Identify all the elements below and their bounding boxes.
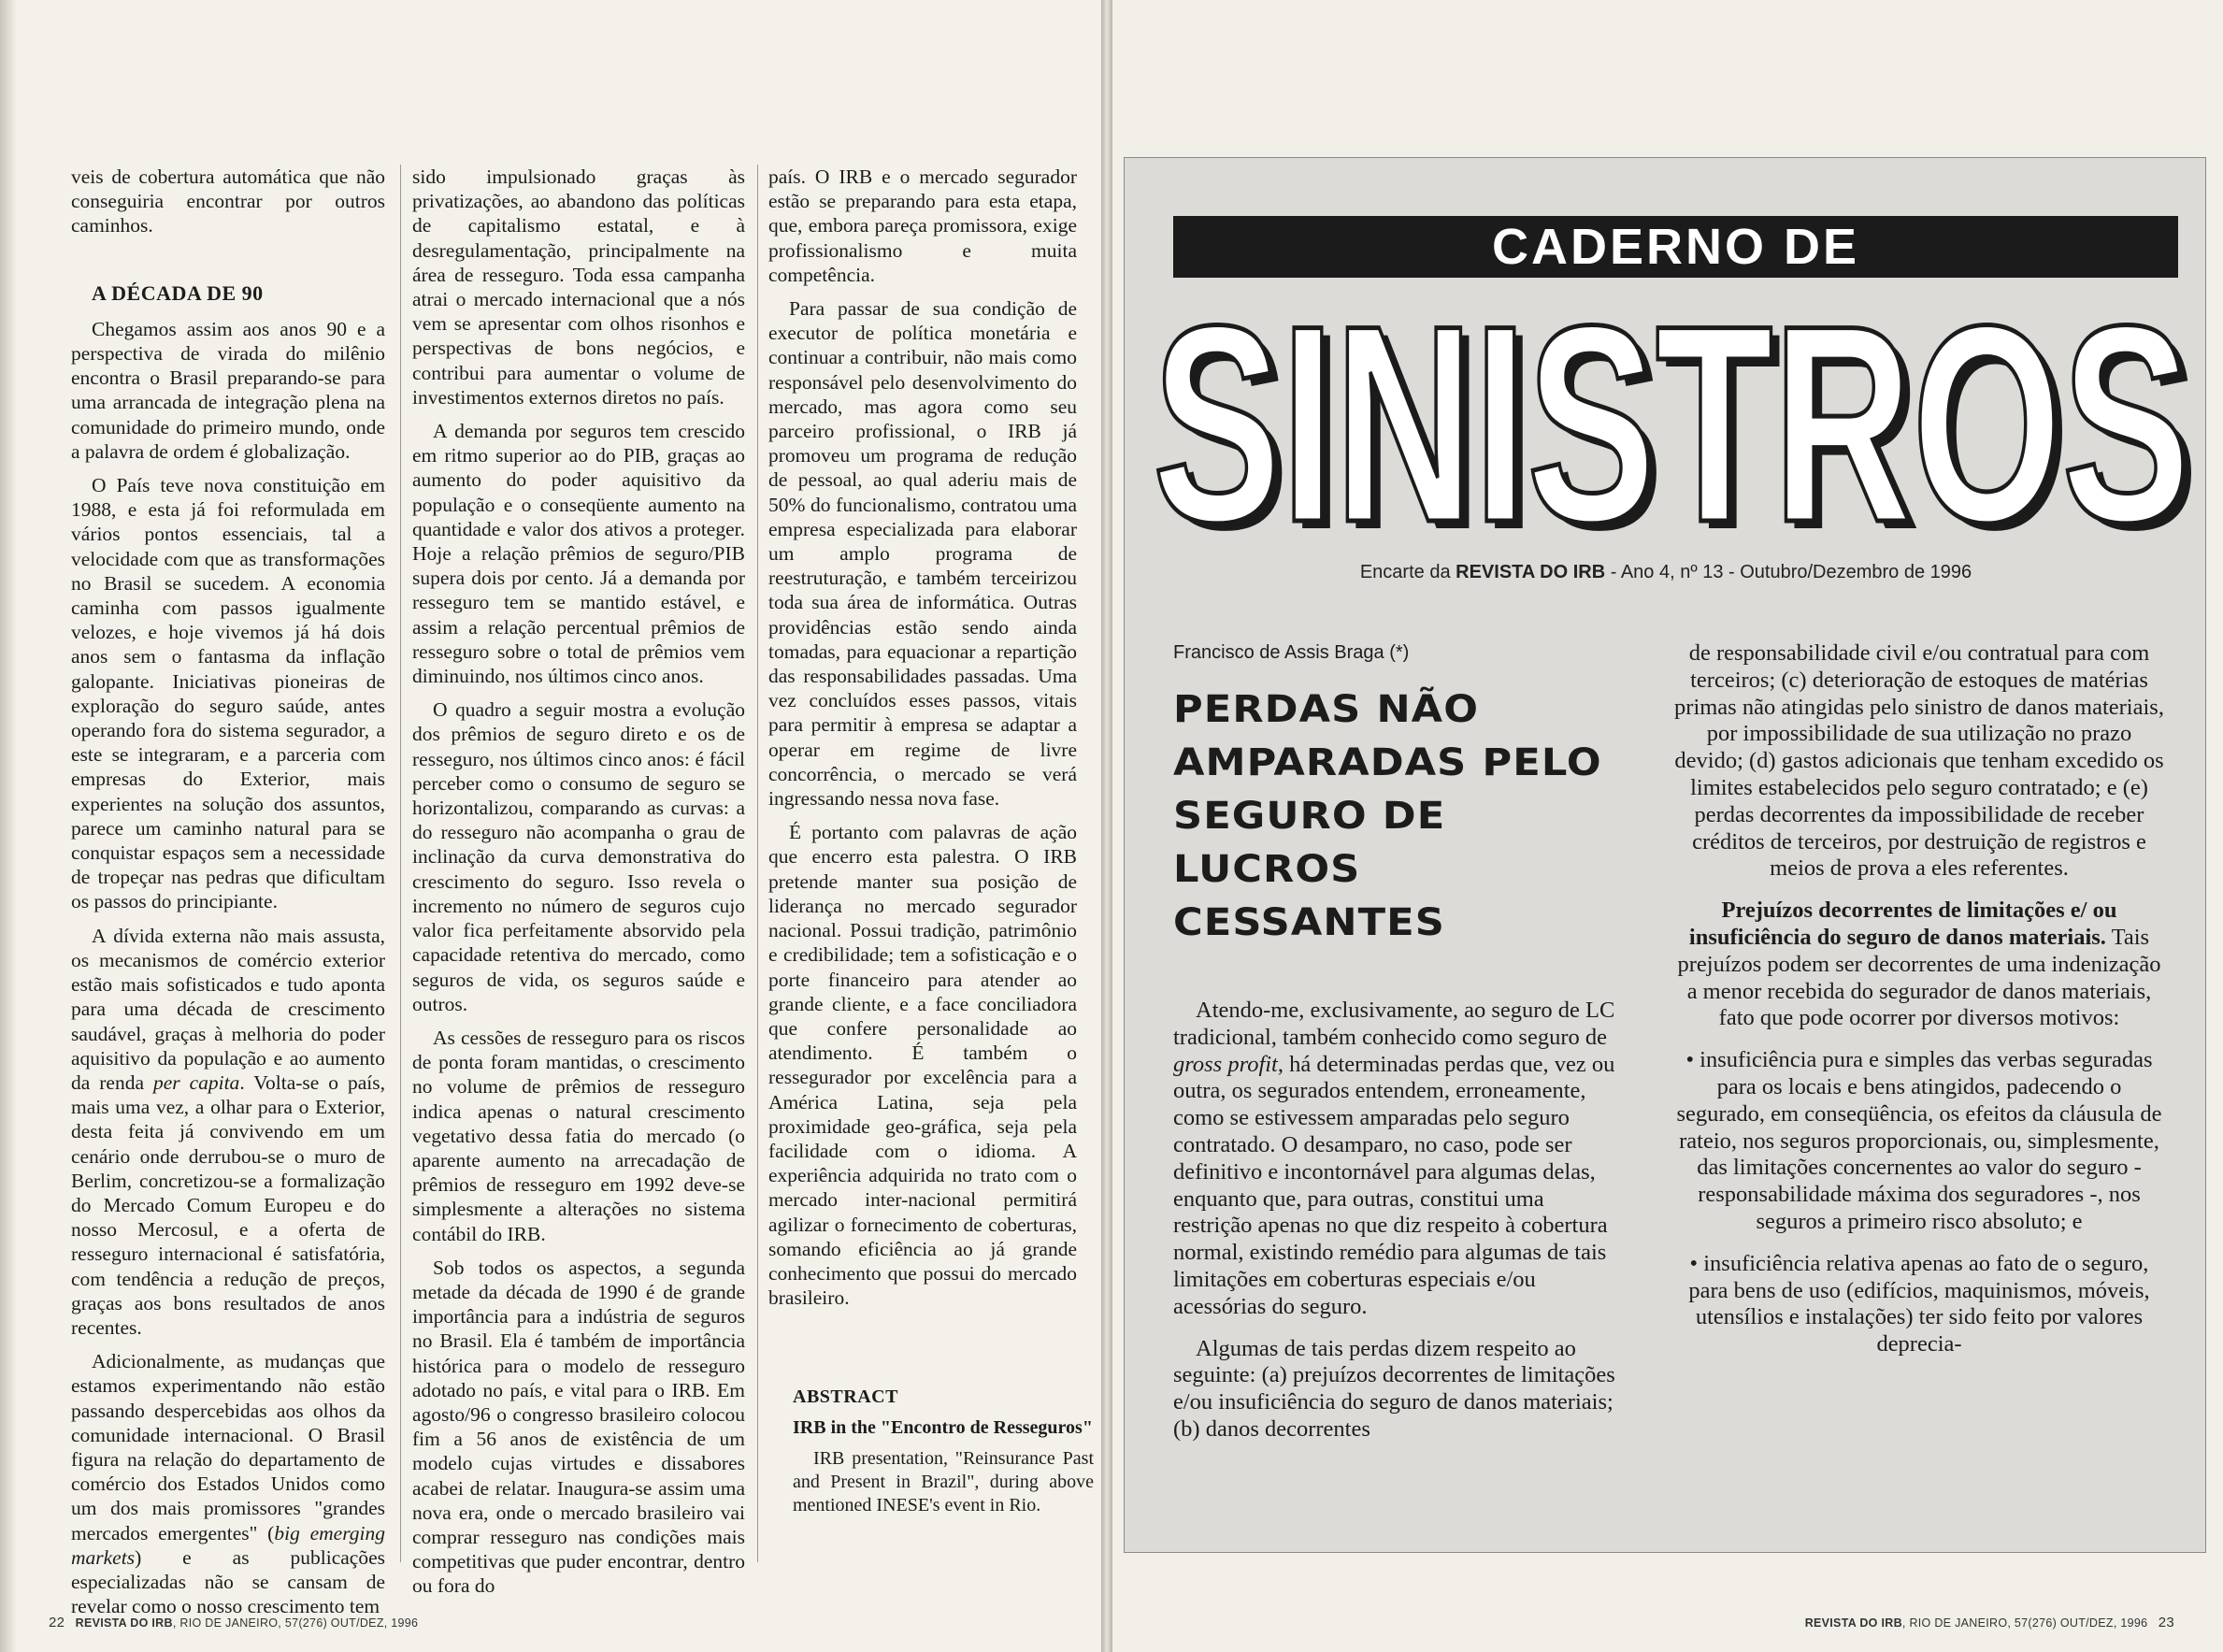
paragraph: O País teve nova constituição em 1988, e esta já foi reformulada em vários pontos essenciais, tal a velocidade com que as transformações no Brasil se sucedem. A economia caminha com passos igualmente velozes, e hoje vivemos já há dois anos sem o fantasma da inflação galopante. Iniciativas pioneiras de exploração do seguro saúde, antes operando fora do sistema segurador, a este se integraram, e a parceria com empresas do Exterior, mais experientes na solução dos assuntos, parece um caminho natural para se conquistar espaços sem a necessidade de tropeçar nas pedras que dificultam os passos do principiante. bbox=[71, 474, 385, 913]
paragraph: As cessões de resseguro para os riscos de ponta foram mantidas, o crescimento no volume de prêmios de resseguro indica apenas o natural crescimento vegetativo dessa fatia do mercado (o aparente aumento na arrecadação de prêmios de resseguro em 1992 deve-se simplesmente a alterações no sistema contábil do IRB. bbox=[412, 1026, 745, 1245]
insert-box bbox=[1124, 157, 2206, 1553]
text-run: ) e as publicações especializadas não se cansam de revelar como o nosso crescimento tem bbox=[71, 1545, 385, 1618]
magazine-name: REVISTA DO IRB bbox=[1804, 1616, 1902, 1630]
paragraph: A demanda por seguros tem crescido em ritmo superior ao do PIB, graças ao aumento do poder aquisitivo da população e o conseqüente aumento na quantidade e valor dos ativos a proteger. Hoje a relação prêmios de seguro/PIB supera dois por cento. Já a demanda por resseguro tem se mantido estável, e assim a relação percentual prêmios de resseguro sobre o total de prêmios vem diminuindo, nos últimos cinco anos. bbox=[412, 420, 745, 688]
paragraph: Para passar de sua condição de executor de política monetária e continuar a contribuir, não mais como responsável pelo desenvolvimento do mercado, mas agora como seu parceiro profissional, o IRB já promoveu um programa de redução de pessoal, ao qual aderiu mais de 50% do funcionalismo, contratou uma empresa especializada para elaborar um amplo programa de reestruturação, e também terceirizou toda sua área de informática. Outras providências estão sendo ainda tomadas, para equacionar a repartição das responsabilidades passadas. Uma vez concluídos esses passos, vitais para permitir à empresa se adaptar a operar em regime de livre concorrência, o mercado se verá ingressando nessa nova fase. bbox=[768, 297, 1077, 811]
author: Francisco de Assis Braga (*) bbox=[1173, 642, 1410, 663]
paragraph: sido impulsionado graças às privatizações, ao abandono das políticas de capitalismo estatal, e à desregulamentação, principalmente na área de resseguro. Toda essa campanha atrai o mercado internacional que a nós vem se apresentar com olhos risonhos e perspectivas de bons negócios, e contribui para aumentar o volume de investimentos externos diretos no país. bbox=[412, 165, 745, 409]
issue-details: , RIO DE JANEIRO, 57(276) OUT/DEZ, 1996 bbox=[172, 1616, 419, 1630]
left-column-3 bbox=[768, 165, 1077, 1310]
title-shadow: SINISTROS bbox=[1161, 285, 2199, 538]
paragraph: O quadro a seguir mostra a evolução dos prêmios de seguro direto e os de resseguro, nos últimos cinco anos: é fácil perceber como o consumo de seguro se horizontalizou, comparando as curvas: a do resseguro não acompanha o grau de inclinação da curva demonstrativa do crescimento do seguro. Isso revela o incremento no número de seguros cujo valor fica perfeitamente absorvido pela capacidade retentiva do mercado, como seguros de vida, os seguros saúde e outros. bbox=[412, 698, 745, 1015]
subtitle-post: - Ano 4, nº 13 - Outubro/Dezembro de 1996 bbox=[1605, 562, 1972, 582]
headline-line: LUCROS bbox=[1173, 848, 1361, 891]
page-number: 23 bbox=[2158, 1615, 2174, 1630]
abstract-body: IRB presentation, "Reinsurance Past and Present in Brazil", during above mentioned INESE's event in Rio. bbox=[793, 1448, 1094, 1516]
text-run: Atendo-me, exclusivamente, ao seguro de LC tradicional, também conhecido como seguro de bbox=[1173, 998, 1615, 1050]
headline-line: PERDAS NÃO bbox=[1173, 688, 1480, 731]
subtitle-magazine: REVISTA DO IRB bbox=[1456, 562, 1606, 582]
paragraph: Chegamos assim aos anos 90 e a perspectiva de virada do milênio encontra o Brasil preparando-se para uma arrancada de integração plena na comunidade do primeiro mundo, onde a palavra de ordem é globalização. bbox=[71, 317, 385, 463]
italic-run: per capita bbox=[152, 1070, 240, 1094]
magazine-name: REVISTA DO IRB bbox=[75, 1616, 173, 1630]
page-footer-left bbox=[49, 1615, 418, 1630]
insert-subtitle bbox=[1125, 562, 2207, 583]
bold-lead: Prejuízos decorrentes de limitações e/ ou insuficiência do seguro de danos materiais. bbox=[1688, 898, 2117, 950]
paragraph: país. O IRB e o mercado segurador estão se preparando para esta etapa, que, embora pareça promissora, exige profissionalismo e muita competência. bbox=[768, 165, 1077, 286]
paragraph bbox=[71, 1349, 385, 1618]
title-text: SINISTROS bbox=[1153, 285, 2190, 538]
big-title-sinistros bbox=[1143, 285, 2200, 538]
text-run: Adicionalmente, as mudanças que estamos experimentando não estão passando despercebidas aos olhos da comunidade internacional. O Brasil figura na relação do departamento de comércio dos Estados Unidos como um dos mais promissores "grandes mercados emergentes" ( bbox=[71, 1350, 385, 1544]
paragraph: É portanto com palavras de ação que encerro esta palestra. O IRB pretende manter sua posição de liderança no mercado segurador nacional. Possui tradição, patrimônio e credibilidade; tem a sofisticação e o porte financeiro para atender ao grande cliente, e a face conciliadora que confere personalidade ao atendimento. É também o ressegurador por excelência para a América Latina, seja pela proximidade geo-gráfica, seja pela facilidade com o idioma. A experiência adquirida no trato com o mercado inter-nacional permitirá agilizar o fornecimento de coberturas, somando eficiência ao já grande conhecimento que possui do mercado brasileiro. bbox=[768, 821, 1077, 1310]
abstract-box bbox=[793, 1386, 1094, 1517]
headline-line: CESSANTES bbox=[1173, 901, 1445, 944]
paragraph bbox=[71, 924, 385, 1340]
text-run: A dívida externa não mais assusta, os mecanismos de comércio exterior estão mais sofisticados e tudo aponta para uma década de crescimento saudável, graças à melhoria do poder aquisitivo da população e ao aumento da renda bbox=[71, 924, 385, 1094]
column-rule bbox=[757, 165, 758, 1562]
article-column-1 bbox=[1173, 998, 1618, 1444]
abstract-title: IRB in the "Encontro de Resseguros" bbox=[793, 1417, 1093, 1438]
paragraph: veis de cobertura automática que não conseguiria encontrar por outros caminhos. bbox=[71, 165, 385, 237]
page-edge bbox=[0, 0, 17, 1652]
text-run: , há determinadas perdas que, vez ou outra, os segurados entendem, erroneamente, como se estivessem amparadas pelo seguro contratado. O desamparo, no caso, pode ser definitivo e incontornável para algumas delas, enquanto que, para outras, constitui uma restrição apenas no que diz respeito à cobertura normal, existindo remédio para algumas de tais limitações em coberturas especiais e/ou acessórias do seguro. bbox=[1173, 1051, 1615, 1319]
text-run: Tais prejuízos podem ser decorrentes de uma indenização a menor recebida do segurador de danos materiais, fato que pode ocorrer por diversos motivos: bbox=[1677, 924, 2161, 1031]
italic-run: big emerging markets bbox=[71, 1521, 385, 1569]
left-page bbox=[0, 0, 1101, 1652]
banner-caderno: CADERNO DE bbox=[1173, 216, 2178, 278]
subtitle-pre: Encarte da bbox=[1359, 562, 1456, 582]
issue-details: , RIO DE JANEIRO, 57(276) OUT/DEZ, 1996 bbox=[1901, 1616, 2148, 1630]
article-headline bbox=[1173, 683, 1657, 950]
left-column-1 bbox=[71, 165, 385, 1618]
text-run: . Volta-se o país, mais uma vez, a olhar para o Exterior, desta feita já convivendo em um cenário onde derrubou-se o muro de Berlim, concretizou-se a formalização do Mercado Comum Europeu e do nosso Mercosul, e a oferta de resseguro internacional é satisfatória, com tendência a redução de preços, graças aos bons resultados de anos recentes. bbox=[71, 1070, 385, 1339]
italic-run: gross profit bbox=[1173, 1051, 1278, 1077]
paragraph: de responsabilidade civil e/ou contratual para com terceiros; (c) deterioração de estoques de matérias primas não atingidas pelo sinistro de danos materiais, por impossibilidade de sua utilização no prazo devido; (d) gastos adicionais que tenham excedido os limites estabelecidos pelo seguro contratado; e (e) perdas decorrentes da impossibilidade de receber créditos de terceiros, por destruição de registros e meios de prova a eles referentes. bbox=[1674, 640, 2164, 882]
section-heading: A DÉCADA DE 90 bbox=[92, 280, 264, 305]
column-rule bbox=[400, 165, 401, 1562]
article-column-2 bbox=[1673, 640, 2165, 1358]
headline-line: AMPARADAS PELO bbox=[1173, 741, 1602, 784]
bullet-paragraph: • insuficiência relativa apenas ao fato de o seguro, para bens de uso (edifícios, maquinismos, móveis, utensílios e instalações) ter sido feito por valores deprecia- bbox=[1688, 1250, 2150, 1358]
right-page bbox=[1112, 0, 2223, 1652]
headline-line: SEGURO DE bbox=[1173, 795, 1446, 838]
paragraph bbox=[1173, 998, 1618, 1321]
page-gutter bbox=[1101, 0, 1112, 1652]
page-number: 22 bbox=[49, 1615, 65, 1630]
bullet-paragraph: • insuficiência pura e simples das verbas seguradas para os locais e bens atingidos, padecendo o segurado, em conseqüência, os efeitos da cláusula de rateio, nos seguros proporcionais, ou, simplesmente, das limitações concernentes ao valor do seguro - responsabilidade máxima dos seguradores -, nos seguros a primeiro risco absoluto; e bbox=[1676, 1047, 2162, 1234]
paragraph: Algumas de tais perdas dizem respeito ao seguinte: (a) prejuízos decorrentes de limitações e/ou insuficiência do seguro de danos materiais; (b) danos decorrentes bbox=[1173, 1335, 1615, 1442]
paragraph bbox=[1673, 898, 2165, 1032]
abstract-heading: ABSTRACT bbox=[793, 1386, 898, 1407]
page-footer-right bbox=[1805, 1615, 2174, 1630]
left-column-2 bbox=[412, 165, 745, 1599]
paragraph: Sob todos os aspectos, a segunda metade da década de 1990 é de grande importância para a indústria de seguros no Brasil. Ela é também de importância histórica para o modelo de resseguro adotado no país, e vital para o IRB. Em agosto/96 o congresso brasileiro colocou fim a 56 anos de existência de um modelo cujas virtudes e dissabores acabei de relatar. Inaugura-se assim uma nova era, onde o mercado brasileiro vai comprar resseguro nas condições mais competitivas que puder encontrar, dentro ou fora do bbox=[412, 1256, 745, 1598]
